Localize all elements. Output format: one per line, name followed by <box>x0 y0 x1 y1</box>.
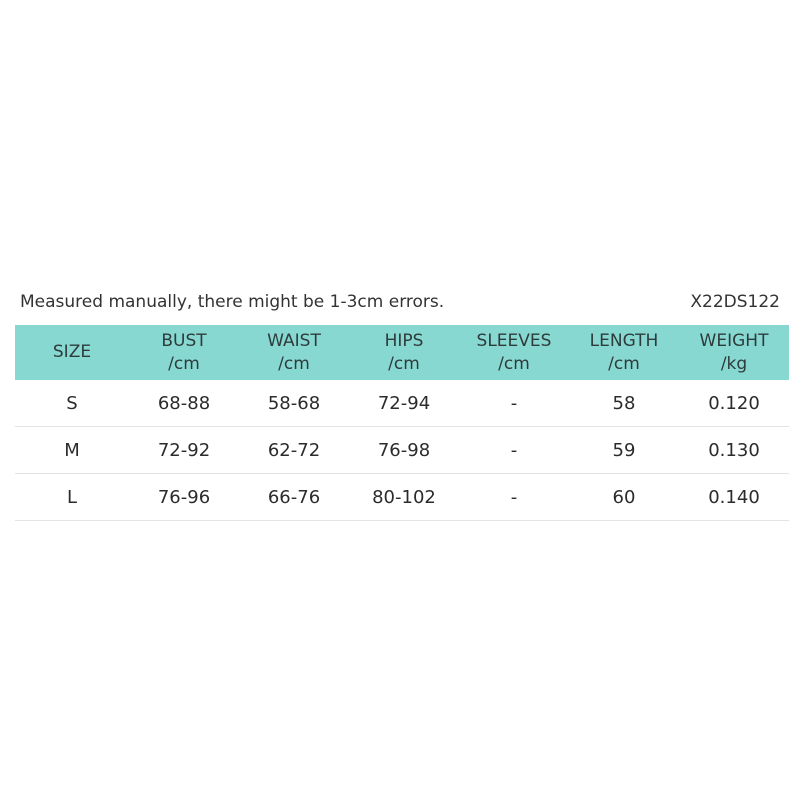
header-sleeves-unit: /cm <box>498 353 530 374</box>
header-size <box>15 325 129 380</box>
cell-weight: 0.130 <box>679 427 789 474</box>
header-bust <box>129 325 239 380</box>
cell-hips: 76-98 <box>349 427 459 474</box>
cell-length: 58 <box>569 380 679 427</box>
cell-weight: 0.120 <box>679 380 789 427</box>
header-hips-unit: /cm <box>388 353 420 374</box>
table-row <box>15 427 789 474</box>
header-weight <box>679 325 789 380</box>
cell-sleeves: - <box>459 474 569 521</box>
header-hips-label: HIPS <box>384 330 424 351</box>
cell-sleeves: - <box>459 380 569 427</box>
header-length-label: LENGTH <box>589 330 659 351</box>
note-row <box>20 290 780 314</box>
header-bust-label: BUST <box>161 330 207 351</box>
cell-bust: 68-88 <box>129 380 239 427</box>
header-size-label: SIZE <box>52 342 92 362</box>
measurement-disclaimer: Measured manually, there might be 1-3cm errors. <box>20 292 445 312</box>
table-header <box>15 325 789 380</box>
header-length-unit: /cm <box>608 353 640 374</box>
cell-bust: 72-92 <box>129 427 239 474</box>
header-waist-label: WAIST <box>267 330 321 351</box>
table-body <box>15 380 789 521</box>
cell-hips: 72-94 <box>349 380 459 427</box>
header-weight-label: WEIGHT <box>699 330 769 351</box>
product-code: X22DS122 <box>690 292 780 312</box>
table-row <box>15 474 789 521</box>
cell-size: M <box>15 427 129 474</box>
cell-length: 60 <box>569 474 679 521</box>
header-sleeves <box>459 325 569 380</box>
cell-waist: 66-76 <box>239 474 349 521</box>
cell-bust: 76-96 <box>129 474 239 521</box>
cell-sleeves: - <box>459 427 569 474</box>
header-weight-unit: /kg <box>720 353 748 374</box>
header-row <box>15 325 789 380</box>
header-bust-unit: /cm <box>168 353 200 374</box>
cell-size: S <box>15 380 129 427</box>
cell-weight: 0.140 <box>679 474 789 521</box>
cell-waist: 62-72 <box>239 427 349 474</box>
size-table <box>15 325 789 521</box>
header-waist <box>239 325 349 380</box>
header-sleeves-label: SLEEVES <box>476 330 552 351</box>
table-row <box>15 380 789 427</box>
cell-size: L <box>15 474 129 521</box>
cell-hips: 80-102 <box>349 474 459 521</box>
header-length <box>569 325 679 380</box>
header-waist-unit: /cm <box>278 353 310 374</box>
header-hips <box>349 325 459 380</box>
cell-length: 59 <box>569 427 679 474</box>
cell-waist: 58-68 <box>239 380 349 427</box>
